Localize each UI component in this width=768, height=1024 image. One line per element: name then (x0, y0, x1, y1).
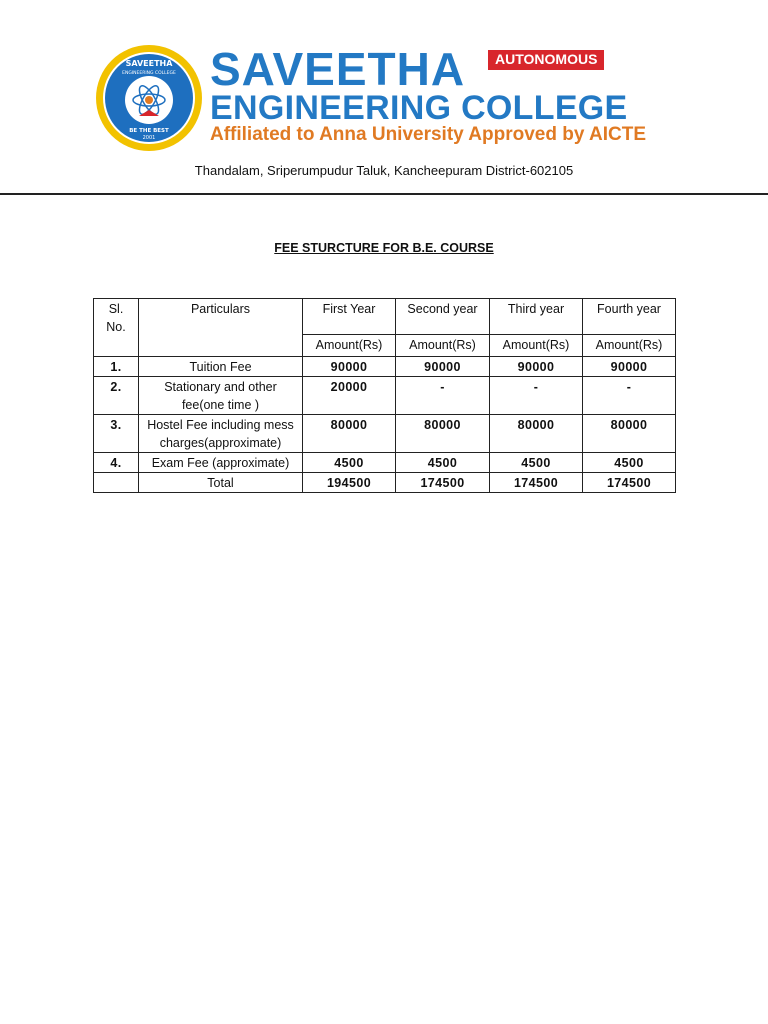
total-amount: 174500 (490, 473, 583, 493)
header-year: Third year (490, 299, 583, 335)
svg-text:BE THE BEST: BE THE BEST (129, 128, 169, 134)
row-amount: 90000 (396, 357, 490, 377)
total-amount: 174500 (396, 473, 490, 493)
row-amount: 4500 (490, 453, 583, 473)
fee-table (93, 298, 676, 493)
row-amount: 90000 (303, 357, 396, 377)
svg-text:SAVEETHA: SAVEETHA (125, 59, 173, 68)
table-row (94, 415, 676, 453)
total-row (94, 473, 676, 493)
header-year: Fourth year (583, 299, 676, 335)
table-row (94, 357, 676, 377)
header-particulars: Particulars (139, 299, 303, 357)
affiliation-tagline: Affiliated to Anna University Approved by AICTE (210, 124, 646, 145)
row-amount: - (490, 377, 583, 415)
autonomous-badge: AUTONOMOUS (488, 50, 604, 70)
college-name-line2: ENGINEERING COLLEGE (210, 89, 628, 127)
svg-text:2001: 2001 (142, 135, 156, 141)
row-particular: Hostel Fee including mess charges(approximate) (139, 415, 303, 453)
document-title: FEE STURCTURE FOR B.E. COURSE (274, 241, 494, 255)
header-amount: Amount(Rs) (303, 335, 396, 357)
row-sl: 2. (94, 377, 139, 415)
row-amount: 80000 (583, 415, 676, 453)
row-amount: 4500 (303, 453, 396, 473)
table-header-row (94, 299, 676, 335)
total-label: Total (139, 473, 303, 493)
row-amount: 90000 (490, 357, 583, 377)
header-amount: Amount(Rs) (583, 335, 676, 357)
row-particular: Tuition Fee (139, 357, 303, 377)
row-amount: 90000 (583, 357, 676, 377)
total-amount: 194500 (303, 473, 396, 493)
row-amount: - (396, 377, 490, 415)
total-sl (94, 473, 139, 493)
row-sl: 4. (94, 453, 139, 473)
table-row (94, 453, 676, 473)
row-amount: 80000 (396, 415, 490, 453)
row-particular: Exam Fee (approximate) (139, 453, 303, 473)
row-amount: 80000 (303, 415, 396, 453)
header-year: Second year (396, 299, 490, 335)
row-amount: 20000 (303, 377, 396, 415)
row-amount: 4500 (396, 453, 490, 473)
header-year: First Year (303, 299, 396, 335)
svg-text:ENGINEERING COLLEGE: ENGINEERING COLLEGE (122, 71, 176, 76)
header-amount: Amount(Rs) (396, 335, 490, 357)
table-row (94, 377, 676, 415)
row-sl: 1. (94, 357, 139, 377)
row-particular: Stationary and other fee(one time ) (139, 377, 303, 415)
letterhead (0, 0, 768, 200)
college-address: Thandalam, Sriperumpudur Taluk, Kancheepuram District-602105 (194, 163, 574, 178)
header-sl-no: Sl. No. (94, 299, 139, 357)
row-amount: 4500 (583, 453, 676, 473)
college-name-line1: SAVEETHA (210, 43, 466, 95)
row-amount: 80000 (490, 415, 583, 453)
header-divider (0, 193, 768, 195)
row-sl: 3. (94, 415, 139, 453)
total-amount: 174500 (583, 473, 676, 493)
row-amount: - (583, 377, 676, 415)
college-logo (95, 44, 203, 152)
header-amount: Amount(Rs) (490, 335, 583, 357)
